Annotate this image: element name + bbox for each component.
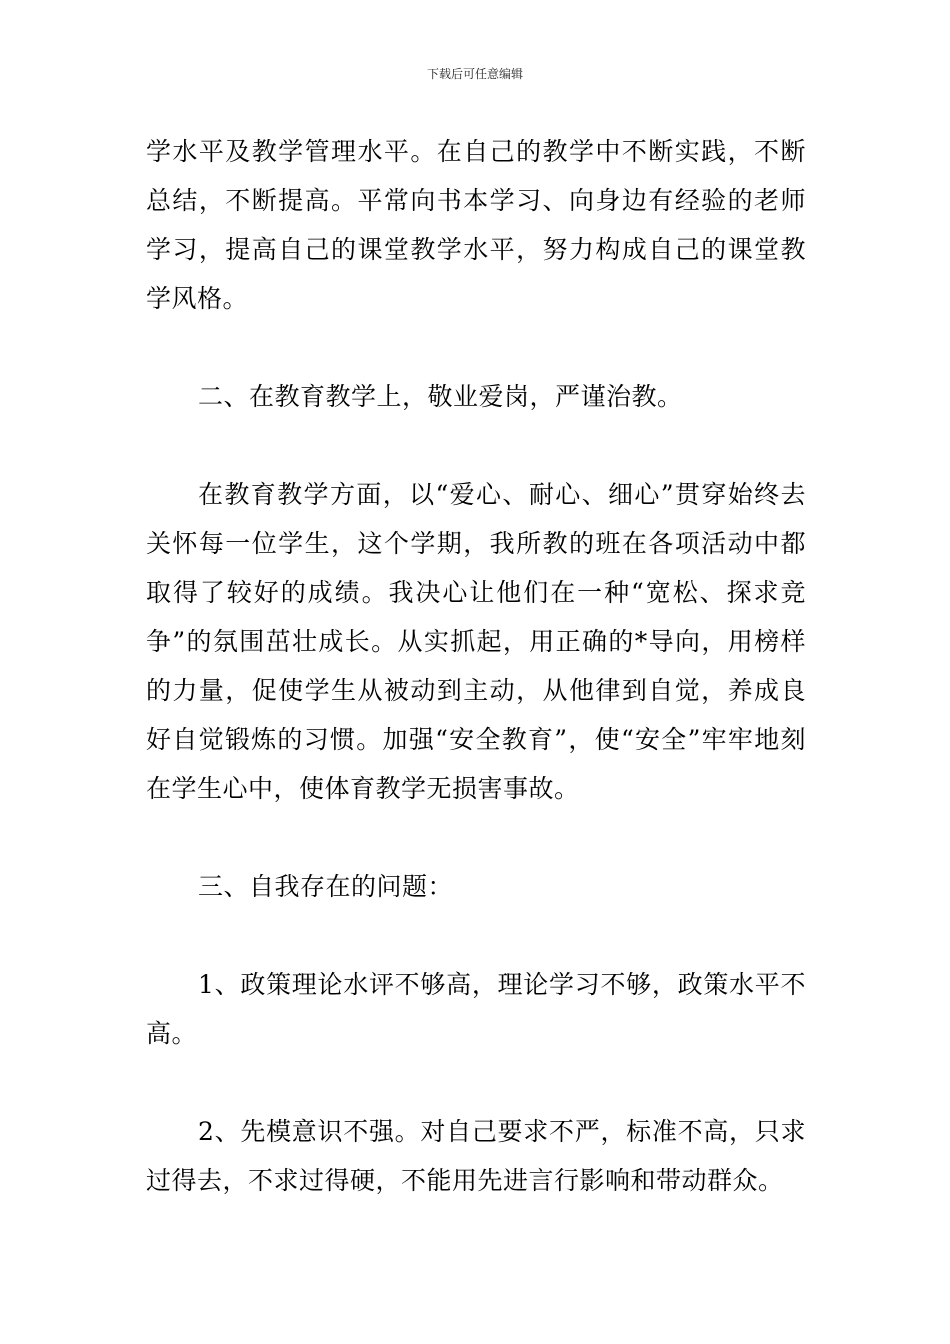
problem-item-1: 1、政策理论水评不够高，理论学习不够，政策水平不高。: [146, 970, 806, 1048]
problem-item-2: 2、先模意识不强。对自己要求不严，标准不高，只求过得去，不求过得硬，不能用先进言行影响和带动群众。: [146, 1117, 806, 1195]
section-heading-3: 三、自我存在的问题：: [198, 872, 454, 901]
paragraph-continuation: 学水平及教学管理水平。在自己的教学中不断实践，不断总结，不断提高。平常向书本学习、向身边有经验的老师学习，提高自己的课堂教学水平，努力构成自己的课堂教学风格。: [146, 137, 806, 313]
document-body: [146, 127, 806, 1205]
section-heading-2: 二、在教育教学上，敬业爱岗，严谨治教。: [198, 382, 683, 411]
paragraph-education: 在教育教学方面，以“爱心、耐心、细心”贯穿始终去关怀每一位学生，这个学期，我所教的班在各项活动中都取得了较好的成绩。我决心让他们在一种“宽松、探求竞争”的氛围茁壮成长。从实抓起，用正确的*导向，用榜样的力量，促使学生从被动到主动，从他律到自觉，养成良好自觉锻炼的习惯。加强“安全教育”，使“安全”牢牢地刻在学生心中，使体育教学无损害事故。: [146, 480, 806, 803]
page-header-note: 下载后可任意编辑: [426, 67, 523, 81]
